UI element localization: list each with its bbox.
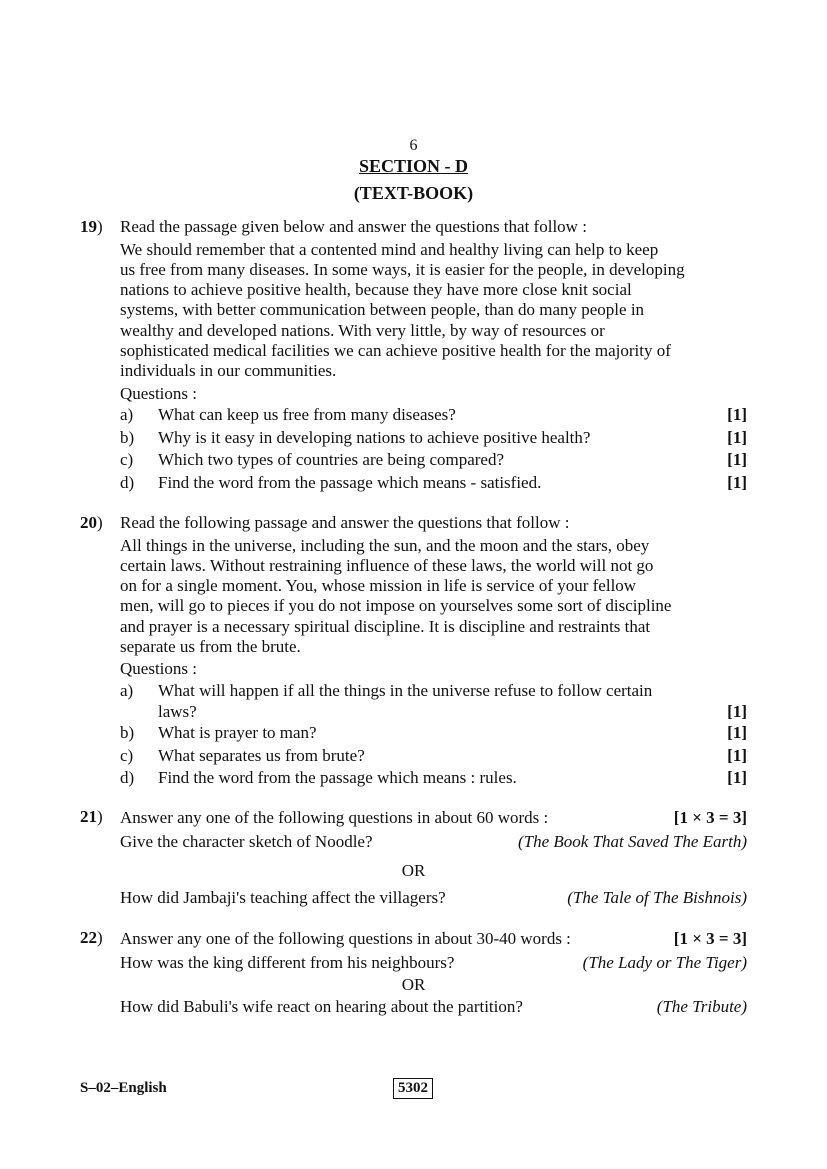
- sub-question-text: What will happen if all the things in the universe refuse to follow certain: [158, 680, 653, 700]
- sub-question-text: Which two types of countries are being compared?: [158, 450, 505, 470]
- sub-question-text: What can keep us free from many diseases?: [158, 405, 456, 425]
- question-number: 22): [80, 928, 103, 947]
- questions-label: Questions :: [120, 659, 197, 679]
- sub-question-letter: d): [120, 768, 135, 788]
- passage-line: nations to achieve positive health, because they have more close knit social: [120, 280, 632, 300]
- question-20: [80, 512, 747, 790]
- option-row: [120, 886, 747, 910]
- passage-line: sophisticated medical facilities we can achieve positive health for the majority of: [120, 340, 671, 360]
- sub-question: [120, 404, 747, 427]
- sub-question: [120, 472, 747, 495]
- option-reference: (The Lady or The Tiger): [582, 953, 747, 972]
- sub-question-text: Find the word from the passage which means : rules.: [158, 768, 517, 788]
- option-text: How did Babuli's wife react on hearing about the partition?: [120, 997, 523, 1016]
- question-instruction: Answer any one of the following questions in about 30-40 words :: [120, 929, 571, 948]
- option-row: [120, 951, 747, 975]
- footer-subject-code: S–02–English: [80, 1080, 167, 1096]
- sub-question-text: laws?: [158, 702, 197, 722]
- option-text: Give the character sketch of Noodle?: [120, 832, 373, 851]
- passage-line: wealthy and developed nations. With very little, by way of resources or: [120, 320, 605, 340]
- passage-line: men, will go to pieces if you do not impose on yourselves some sort of discipline: [120, 596, 672, 616]
- option-reference: (The Tribute): [656, 997, 747, 1016]
- sub-question-text: What separates us from brute?: [158, 745, 365, 765]
- sub-question-letter: c): [120, 745, 134, 765]
- questions-label: Questions :: [120, 383, 197, 403]
- sub-question-letter: a): [120, 405, 134, 425]
- option-text: How was the king different from his neighbours?: [120, 953, 455, 972]
- section-subtitle: (TEXT-BOOK): [353, 183, 474, 203]
- passage: [120, 536, 747, 658]
- sub-question: [120, 680, 747, 703]
- question-marks: [1 × 3 = 3]: [673, 929, 747, 948]
- question-21: [80, 806, 747, 910]
- sub-question-letter: b): [120, 723, 135, 743]
- option-row: [120, 830, 747, 854]
- question-22: [80, 927, 747, 1019]
- sub-question: [120, 427, 747, 450]
- question-instruction: Read the following passage and answer the questions that follow :: [120, 513, 570, 532]
- section-title: [0, 156, 827, 177]
- sub-question-marks: [1]: [727, 450, 747, 470]
- passage-line: All things in the universe, including the sun, and the moon and the stars, obey: [120, 535, 650, 555]
- sub-question-marks: [1]: [727, 768, 747, 788]
- sub-question-letter: b): [120, 427, 135, 447]
- passage-line: and prayer is a necessary spiritual discipline. It is discipline and restraints that: [120, 616, 651, 636]
- sub-question-marks: [1]: [727, 427, 747, 447]
- sub-question-text: Find the word from the passage which means - satisfied.: [158, 472, 542, 492]
- sub-question-letter: d): [120, 472, 135, 492]
- page-number: 6: [409, 137, 418, 154]
- passage-line: us free from many diseases. In some ways, it is easier for the people, in developing: [120, 259, 685, 279]
- passage-line: We should remember that a contented mind and healthy living can help to keep: [120, 239, 659, 259]
- option-reference: (The Book That Saved The Earth): [518, 832, 747, 851]
- sub-question: [120, 745, 747, 768]
- passage-line: separate us from the brute.: [120, 636, 301, 656]
- passage-line: systems, with better communication between people, than do many people in: [120, 300, 645, 320]
- section-title-text: SECTION - D: [358, 156, 469, 176]
- question-instruction: Read the passage given below and answer the questions that follow :: [120, 217, 587, 236]
- option-reference: (The Tale of The Bishnois): [567, 888, 747, 907]
- sub-question-marks: [1]: [727, 723, 747, 743]
- passage-line: on for a single moment. You, whose mission in life is service of your fellow: [120, 576, 637, 596]
- sub-question-marks: [1]: [727, 472, 747, 492]
- sub-question-letter: c): [120, 450, 134, 470]
- sub-question: [120, 722, 747, 745]
- question-instruction-row: [120, 927, 747, 951]
- question-19: [80, 216, 747, 494]
- footer-paper-code: 5302: [393, 1078, 433, 1099]
- sub-question-text: Why is it easy in developing nations to achieve positive health?: [158, 427, 591, 447]
- question-number: 19): [80, 217, 103, 236]
- question-number: 20): [80, 513, 103, 532]
- sub-question-text: What is prayer to man?: [158, 723, 317, 743]
- sub-question-marks: [1]: [727, 702, 747, 722]
- question-number: 21): [80, 807, 103, 826]
- or-separator: OR: [401, 975, 426, 994]
- sub-question: [120, 702, 747, 722]
- passage: [120, 240, 747, 382]
- sub-question: [120, 449, 747, 472]
- question-marks: [1 × 3 = 3]: [673, 808, 747, 827]
- or-separator: OR: [401, 861, 426, 880]
- question-instruction: Answer any one of the following questions in about 60 words :: [120, 808, 549, 827]
- sub-question-marks: [1]: [727, 405, 747, 425]
- sub-question-marks: [1]: [727, 745, 747, 765]
- option-text: How did Jambaji's teaching affect the villagers?: [120, 888, 446, 907]
- passage-line: certain laws. Without restraining influence of these laws, the world will not go: [120, 555, 654, 575]
- sub-question-letter: a): [120, 680, 134, 700]
- option-row: [120, 995, 747, 1019]
- passage-line: individuals in our communities.: [120, 361, 337, 381]
- sub-question: [120, 767, 747, 790]
- question-instruction-row: [120, 806, 747, 830]
